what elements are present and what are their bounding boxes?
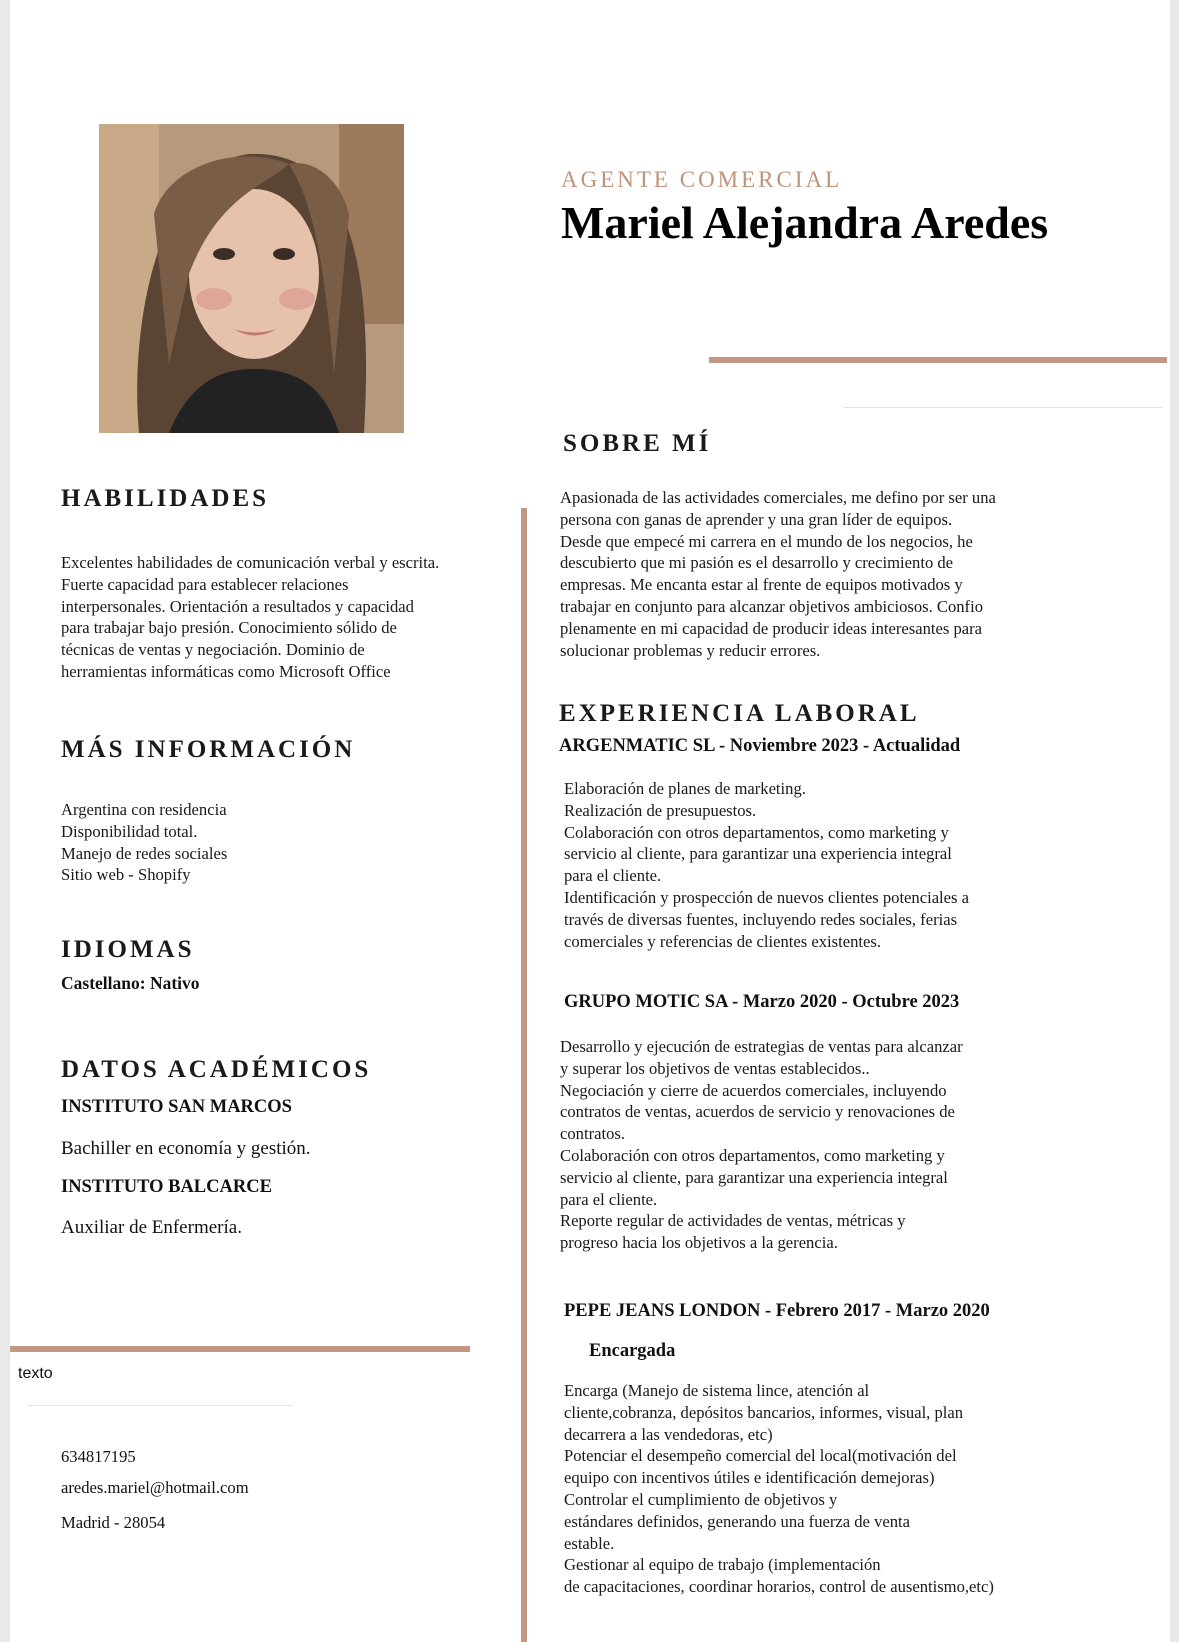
contact-phone: 634817195 <box>61 1447 136 1466</box>
education-degree-1: Bachiller en economía y gestión. <box>61 1138 311 1159</box>
education-school-1: INSTITUTO SAN MARCOS <box>61 1097 292 1117</box>
job-role-3: Encargada <box>589 1341 676 1361</box>
contact-location: Madrid - 28054 <box>61 1513 166 1532</box>
more-info-heading: MÁS INFORMACIÓN <box>61 736 356 763</box>
skills-heading: HABILIDADES <box>61 485 270 512</box>
more-info-text: Argentina con residencia Disponibilidad total. Manejo de redes sociales Sitio web - Shopify <box>61 800 228 885</box>
language-item: Castellano: Nativo <box>61 973 200 993</box>
job-text-2: Desarrollo y ejecución de estrategias de ventas para alcanzar y superar los objetivos de ventas establecidos.. Negociación y cierre de acuerdos comerciales, incluyendo contratos de ventas, acuerdos de servicio y renovaciones de contratos. Colaboración con otros departamentos, como marketing y servicio al cliente, para garantizar una experiencia integral para el cliente. Reporte regular de actividades de ventas, métricas y progreso hacia los objetivos a la gerencia. <box>560 1037 963 1253</box>
education-heading: DATOS ACADÉMICOS <box>61 1056 372 1083</box>
education-degree-2: Auxiliar de Enfermería. <box>61 1217 242 1238</box>
about-heading: SOBRE MÍ <box>563 430 712 457</box>
vertical-divider <box>521 508 527 1642</box>
job-heading-1: ARGENMATIC SL - Noviembre 2023 - Actualidad <box>559 736 961 756</box>
languages-heading: IDIOMAS <box>61 936 195 963</box>
thin-divider-bottom <box>28 1405 293 1406</box>
about-text: Apasionada de las actividades comerciales, me defino por ser una persona con ganas de aprender y una gran líder de equipos. Desde que empecé mi carrera en el mundo de los negocios, he descubierto que mi pasión es el desarrollo y crecimiento de empresas. Me encanta estar al frente de equipos motivados y trabajar en conjunto para alcanzar objetivos ambiciosos. Confio plenamente en mi capacidad de producir ideas interesantes para solucionar problemas y reducir errores. <box>560 488 996 660</box>
job-heading-2: GRUPO MOTIC SA - Marzo 2020 - Octubre 2023 <box>564 992 960 1012</box>
accent-divider <box>709 357 1167 363</box>
thin-divider <box>843 407 1163 408</box>
education-school-2: INSTITUTO BALCARCE <box>61 1177 272 1197</box>
job-text-3: Encarga (Manejo de sistema lince, atención al cliente,cobranza, depósitos bancarios, informes, visual, plan decarrera a las vendedoras, etc) Potenciar el desempeño comercial del local(motivación del equipo con incentivos útiles e identificación demejoras) Controlar el cumplimiento de objetivos y estándares definidos, generando una fuerza de venta estable. Gestionar al equipo de trabajo (implementación de capacitaciones, coordinar horarios, control de ausentismo,etc) <box>564 1381 994 1597</box>
skills-text: Excelentes habilidades de comunicación verbal y escrita. Fuerte capacidad para establecer relaciones interpersonales. Orientación a resultados y capacidad para trabajar bajo presión. Conocimiento sólido de técnicas de ventas y negociación. Dominio de herramientas informáticas como Microsoft Office <box>61 553 440 681</box>
profile-photo <box>99 124 404 433</box>
job-heading-3: PEPE JEANS LONDON - Febrero 2017 - Marzo 2020 <box>564 1301 990 1321</box>
placeholder-text: texto <box>18 1365 53 1382</box>
accent-divider-bottom <box>10 1346 470 1352</box>
resume-page <box>10 0 1170 1642</box>
contact-email: aredes.mariel@hotmail.com <box>61 1478 249 1497</box>
experience-heading: EXPERIENCIA LABORAL <box>559 700 920 727</box>
full-name: Mariel Alejandra Aredes <box>561 197 1049 248</box>
job-text-1: Elaboración de planes de marketing. Realización de presupuestos. Colaboración con otros departamentos, como marketing y servicio al cliente, para garantizar una experiencia integral para el cliente. Identificación y prospección de nuevos clientes potenciales a través de diversas fuentes, incluyendo redes sociales, ferias comerciales y referencias de clientes existentes. <box>564 779 970 951</box>
job-role: AGENTE COMERCIAL <box>561 167 843 192</box>
